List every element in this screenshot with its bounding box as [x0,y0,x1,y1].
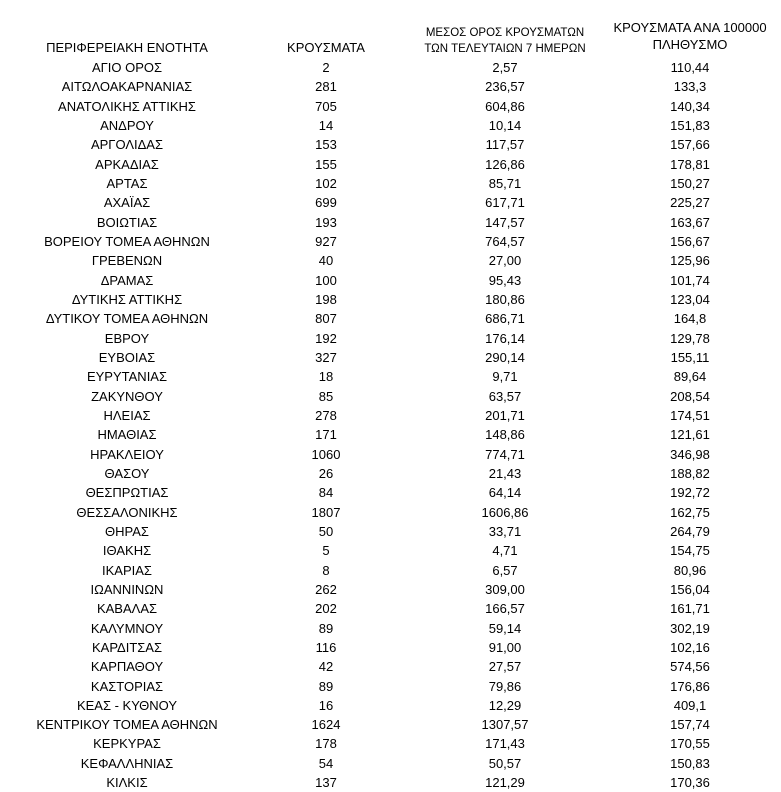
header-region-label: ΠΕΡΙΦΕΡΕΙΑΚΗ ΕΝΟΤΗΤΑ [46,40,208,55]
header-avg7 [402,26,608,57]
cell-per100k: 80,96 [673,562,707,578]
table-row [0,503,781,522]
cell-region: ΕΥΒΟΙΑΣ [98,349,156,365]
cell-avg7: 64,14 [488,485,522,501]
cell-cases: 116 [315,639,337,655]
cell-cases: 5 [322,543,330,559]
table-row [0,135,781,154]
cell-cases: 54 [318,755,334,771]
table-row [0,425,781,444]
cell-per100k: 156,04 [670,581,710,597]
cell-avg7: 9,71 [492,369,518,385]
cell-avg7: 126,86 [485,156,525,172]
cell-region: ΙΚΑΡΙΑΣ [102,562,152,578]
cell-region: ΘΗΡΑΣ [105,523,149,539]
cell-per100k: 123,04 [670,291,710,307]
cell-region: ΚΕΦΑΛΛΗΝΙΑΣ [80,755,174,771]
cell-region: ΑΙΤΩΛΟΑΚΑΡΝΑΝΙΑΣ [61,79,193,95]
cell-cases: 281 [315,79,337,95]
cell-avg7: 176,14 [485,330,525,346]
cell-per100k: 264,79 [670,523,710,539]
cell-cases: 18 [318,369,334,385]
cell-cases: 85 [318,388,334,404]
table-row [0,367,781,386]
table-row [0,677,781,696]
table-row [0,309,781,328]
cell-region: ΚΕΡΚΥΡΑΣ [93,736,161,752]
header-avg7-line1: ΜΕΣΟΣ ΟΡΟΣ ΚΡΟΥΣΜΑΤΩΝ [425,27,585,39]
cell-region: ΒΟΡΕΙΟΥ ΤΟΜΕΑ ΑΘΗΝΩΝ [44,233,210,249]
table-row [0,329,781,348]
cell-per100k: 150,83 [670,755,710,771]
cell-per100k: 574,56 [670,659,710,675]
cell-cases: 89 [318,620,334,636]
table-row [0,213,781,232]
cell-per100k: 346,98 [670,446,710,462]
cell-cases: 153 [315,137,337,153]
cell-region: ΗΡΑΚΛΕΙΟΥ [90,446,164,462]
table-row [0,232,781,251]
header-per100k-line2: ΠΛΗΘΥΣΜΟ [652,36,728,52]
cell-per100k: 157,74 [670,717,710,733]
cell-avg7: 774,71 [485,446,525,462]
cell-region: ΙΩΑΝΝΙΝΩΝ [90,581,164,597]
cell-per100k: 157,66 [670,137,710,153]
cell-cases: 807 [315,311,337,327]
cell-region: ΔΥΤΙΚΗΣ ΑΤΤΙΚΗΣ [71,291,183,307]
cell-per100k: 110,44 [670,60,710,75]
cell-avg7: 12,29 [488,697,522,713]
cell-avg7: 4,71 [492,543,518,559]
cell-region: ΑΡΤΑΣ [106,175,148,191]
cell-cases: 40 [318,253,334,269]
cell-cases: 699 [315,195,337,211]
cell-per100k: 125,96 [670,253,710,269]
cell-per100k: 409,1 [673,697,707,713]
cell-cases: 137 [315,775,337,791]
header-cases-label: ΚΡΟΥΣΜΑΤΑ [287,40,365,55]
cell-per100k: 133,3 [673,79,707,95]
cell-per100k: 176,86 [670,678,710,694]
table-row [0,734,781,753]
cell-avg7: 50,57 [488,755,522,771]
table-row [0,483,781,502]
table-row [0,580,781,599]
cell-avg7: 91,00 [488,639,522,655]
cell-per100k: 302,19 [670,620,710,636]
table-row [0,754,781,773]
cell-avg7: 79,86 [488,678,522,694]
cell-region: ΚΑΡΠΑΘΟΥ [90,659,164,675]
cell-avg7: 10,14 [488,117,522,133]
cell-region: ΑΧΑΪΑΣ [103,195,151,211]
header-cases [266,40,386,56]
header-region [14,40,240,56]
cell-per100k: 140,34 [670,98,710,114]
cell-per100k: 102,16 [670,639,710,655]
cell-cases: 155 [315,156,337,172]
cell-cases: 278 [315,407,337,423]
table-row [0,116,781,135]
cell-avg7: 1307,57 [481,717,529,733]
cell-region: ΓΡΕΒΕΝΩΝ [91,253,163,269]
cell-cases: 26 [318,465,334,481]
table-row [0,155,781,174]
header-per100k-line1: ΚΡΟΥΣΜΑΤΑ ΑΝΑ 100000 [613,20,767,35]
cell-cases: 89 [318,678,334,694]
cell-cases: 1624 [311,717,341,733]
cell-region: ΕΒΡΟΥ [104,330,150,346]
table-body [0,58,781,792]
cell-region: ΚΑΛΥΜΝΟΥ [90,620,164,636]
table-row [0,174,781,193]
table-row [0,561,781,580]
cell-cases: 14 [318,117,334,133]
cell-cases: 178 [315,736,337,752]
cell-avg7: 121,29 [485,775,525,791]
cell-avg7: 147,57 [485,214,525,230]
cell-cases: 1060 [311,446,341,462]
cell-region: ΑΓΙΟ ΟΡΟΣ [91,60,163,75]
cell-avg7: 85,71 [488,175,522,191]
cell-region: ΕΥΡΥΤΑΝΙΑΣ [86,369,168,385]
cell-per100k: 170,36 [670,775,710,791]
cell-avg7: 171,43 [485,736,525,752]
cell-per100k: 89,64 [673,369,707,385]
cell-per100k: 225,27 [670,195,710,211]
cell-region: ΖΑΚΥΝΘΟΥ [91,388,163,404]
cell-per100k: 162,75 [670,504,710,520]
table-row [0,464,781,483]
cell-avg7: 117,57 [485,137,525,153]
cell-region: ΙΘΑΚΗΣ [102,543,152,559]
cell-per100k: 156,67 [670,233,710,249]
cell-avg7: 21,43 [488,465,522,481]
table-row [0,251,781,270]
cell-region: ΒΟΙΩΤΙΑΣ [96,214,158,230]
cell-region: ΚΙΛΚΙΣ [106,775,148,791]
cell-avg7: 309,00 [485,581,525,597]
table-row [0,696,781,715]
cell-avg7: 166,57 [485,601,525,617]
table-row [0,387,781,406]
cell-avg7: 27,00 [488,253,522,269]
cell-cases: 198 [315,291,337,307]
cell-region: ΗΛΕΙΑΣ [103,407,151,423]
table-row [0,348,781,367]
cell-per100k: 170,55 [670,736,710,752]
cell-per100k: 154,75 [670,543,710,559]
cell-cases: 193 [315,214,337,230]
table-row [0,657,781,676]
cell-cases: 8 [322,562,330,578]
cell-region: ΘΕΣΠΡΩΤΙΑΣ [85,485,169,501]
cell-region: ΗΜΑΘΙΑΣ [97,427,157,443]
cell-region: ΘΕΣΣΑΛΟΝΙΚΗΣ [76,504,178,520]
cell-region: ΚΑΡΔΙΤΣΑΣ [91,639,163,655]
cell-cases: 202 [315,601,337,617]
table-row [0,97,781,116]
table-row [0,773,781,792]
cell-avg7: 236,57 [485,79,525,95]
table-row [0,445,781,464]
cell-cases: 171 [315,427,337,443]
cell-cases: 50 [318,523,334,539]
cell-region: ΔΡΑΜΑΣ [100,272,154,288]
cell-avg7: 180,86 [485,291,525,307]
cell-avg7: 6,57 [492,562,518,578]
cell-avg7: 1606,86 [481,504,529,520]
cell-avg7: 33,71 [488,523,522,539]
cell-cases: 192 [315,330,337,346]
cell-per100k: 121,61 [670,427,710,443]
cell-cases: 2 [322,60,330,75]
cell-avg7: 604,86 [485,98,525,114]
cell-avg7: 290,14 [485,349,525,365]
cell-per100k: 101,74 [670,272,710,288]
cell-region: ΚΕΝΤΡΙΚΟΥ ΤΟΜΕΑ ΑΘΗΝΩΝ [36,717,218,733]
header-per100k [600,20,780,53]
table-row [0,77,781,96]
cell-per100k: 188,82 [670,465,710,481]
cell-region: ΔΥΤΙΚΟΥ ΤΟΜΕΑ ΑΘΗΝΩΝ [45,311,209,327]
table-row [0,599,781,618]
cell-per100k: 129,78 [670,330,710,346]
cell-cases: 927 [315,233,337,249]
cell-cases: 1807 [311,504,341,520]
cell-per100k: 208,54 [670,388,710,404]
cell-per100k: 192,72 [670,485,710,501]
table-row [0,193,781,212]
cell-region: ΚΕΑΣ - ΚΥΘΝΟΥ [76,697,178,713]
cell-per100k: 163,67 [670,214,710,230]
table-row [0,406,781,425]
cell-cases: 327 [315,349,337,365]
cell-cases: 16 [318,697,334,713]
cell-avg7: 2,57 [492,60,518,75]
cell-per100k: 164,8 [673,311,707,327]
cell-region: ΚΑΣΤΟΡΙΑΣ [90,678,164,694]
cell-cases: 262 [315,581,337,597]
cell-avg7: 27,57 [488,659,522,675]
cell-avg7: 95,43 [488,272,522,288]
table-row [0,58,781,77]
table-row [0,522,781,541]
cell-per100k: 178,81 [670,156,710,172]
cell-per100k: 174,51 [670,407,710,423]
cell-region: ΑΡΓΟΛΙΔΑΣ [90,137,164,153]
table-row [0,290,781,309]
cell-cases: 42 [318,659,334,675]
cell-region: ΑΝΑΤΟΛΙΚΗΣ ΑΤΤΙΚΗΣ [58,98,196,114]
cell-per100k: 151,83 [670,117,710,133]
table-row [0,541,781,560]
cell-region: ΚΑΒΑΛΑΣ [96,601,158,617]
header-avg7-line2: ΤΩΝ ΤΕΛΕΥΤΑΙΩΝ 7 ΗΜΕΡΩΝ [424,42,586,55]
cell-region: ΘΑΣΟΥ [104,465,150,481]
cell-avg7: 59,14 [488,620,522,636]
cell-cases: 84 [318,485,334,501]
cell-per100k: 161,71 [670,601,710,617]
cell-cases: 102 [315,175,337,191]
table-row [0,619,781,638]
cell-cases: 705 [315,98,337,114]
table-row [0,638,781,657]
cell-per100k: 150,27 [670,175,710,191]
cell-avg7: 63,57 [488,388,522,404]
table-row [0,715,781,734]
cell-avg7: 617,71 [485,195,525,211]
cell-per100k: 155,11 [670,349,710,365]
cell-avg7: 201,71 [485,407,525,423]
cell-region: ΑΝΔΡΟΥ [100,117,154,133]
table-row [0,271,781,290]
cell-avg7: 686,71 [485,311,525,327]
cell-region: ΑΡΚΑΔΙΑΣ [95,156,159,172]
cell-cases: 100 [315,272,337,288]
cell-avg7: 148,86 [485,427,525,443]
cell-avg7: 764,57 [485,233,525,249]
